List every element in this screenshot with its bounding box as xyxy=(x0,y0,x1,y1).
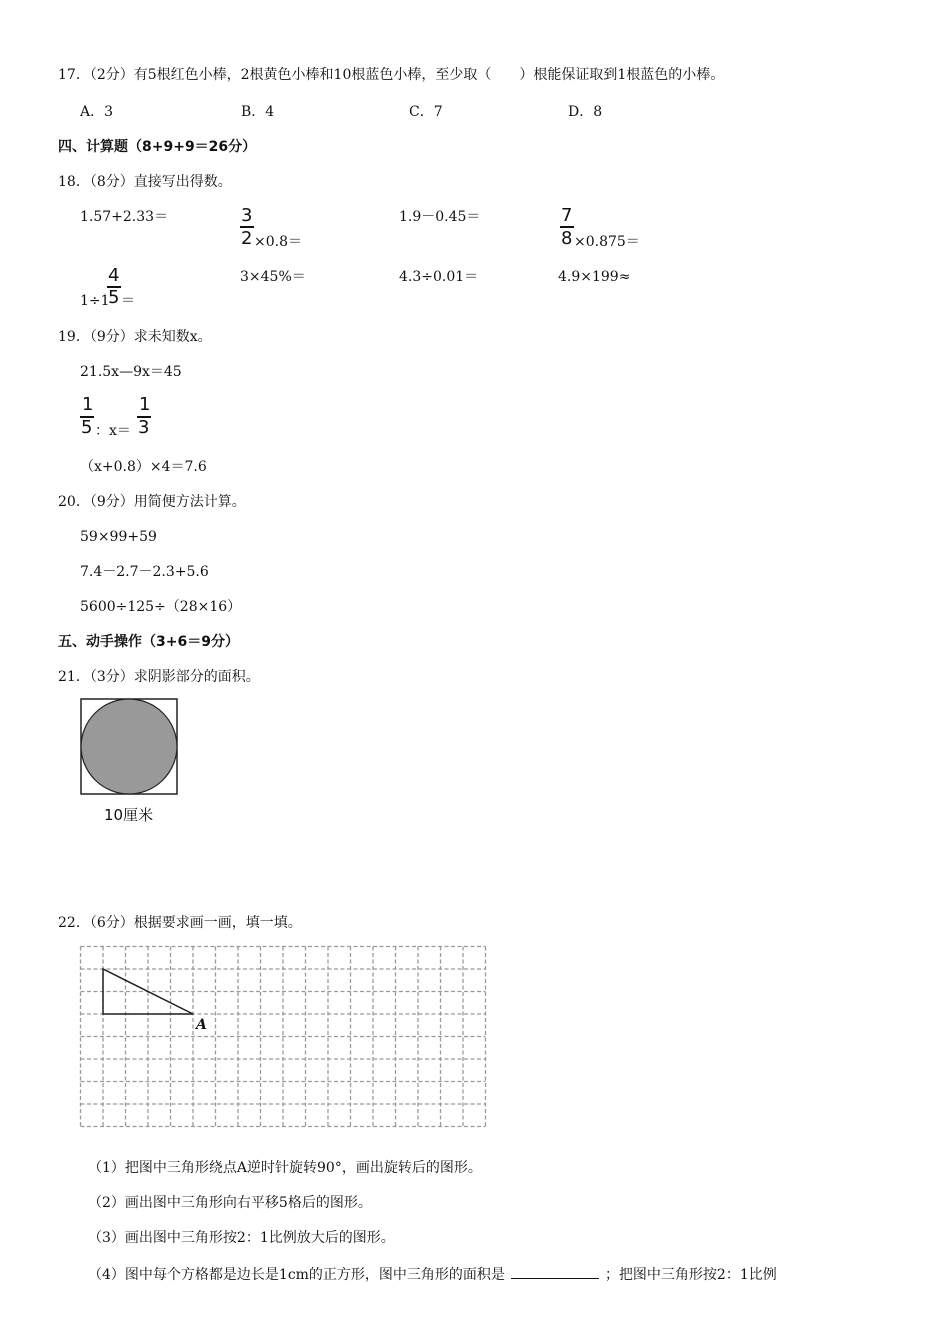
section4-title: 四、计算题（8+9+9＝26分） xyxy=(58,139,257,155)
q17-option-c[interactable]: C．7 xyxy=(409,104,443,120)
q18-frac3-den: 5 xyxy=(108,287,120,308)
q20-item-1: 59×99+59 xyxy=(80,529,157,545)
q19-frac2-num: 1 xyxy=(139,394,151,415)
q21-figure-label: 10厘米 xyxy=(104,806,154,824)
q18-item-6: 3×45%＝ xyxy=(240,269,306,285)
q18-item-8: 4.9×199≈ xyxy=(558,269,631,285)
q21-shaded-figure xyxy=(80,698,178,795)
q18-frac1-num: 3 xyxy=(241,205,253,226)
q18-item-5: 1÷1 xyxy=(80,293,110,309)
q18-text: 18．（8分）直接写出得数。 xyxy=(58,174,232,190)
q18-frac2-num: 7 xyxy=(561,205,573,226)
q22-sub1: （1）把图中三角形绕点A逆时针旋转90°，画出旋转后的图形。 xyxy=(88,1160,482,1176)
q19-text: 19．（9分）求未知数x。 xyxy=(58,329,212,345)
q22-sub2: （2）画出图中三角形向右平移5格后的图形。 xyxy=(88,1195,372,1211)
q18-frac2-den: 8 xyxy=(561,228,573,249)
q17-text: 17．（2分）有5根红色小棒，2根黄色小棒和10根蓝色小棒，至少取（ ）根能保证取到1根蓝色的小棒。 xyxy=(58,67,725,83)
q18-item-3: 1.9－0.45＝ xyxy=(399,209,481,225)
q18-item-1: 1.57+2.33＝ xyxy=(80,209,169,225)
q21-text: 21．（3分）求阴影部分的面积。 xyxy=(58,669,260,685)
q19-eq2-mid: ：x＝ xyxy=(95,423,131,439)
q22-sub4-part1: （4）图中每个方格都是边长是1cm的正方形，图中三角形的面积是 xyxy=(88,1267,505,1283)
q22-text: 22．（6分）根据要求画一画，填一填。 xyxy=(58,915,302,931)
q17-option-b[interactable]: B．4 xyxy=(241,104,275,120)
q19-frac1-num: 1 xyxy=(82,394,94,415)
q18-frac1-den: 2 xyxy=(241,228,253,249)
q22-answer-blank[interactable] xyxy=(511,1264,599,1279)
q18-item-5b: ＝ xyxy=(121,293,135,309)
q21-shaded-region xyxy=(81,699,177,794)
q19-frac2-den: 3 xyxy=(138,417,150,438)
q22-sub4-part2: ；把图中三角形按2：1比例 xyxy=(604,1267,777,1283)
q22-sub3: （3）画出图中三角形按2：1比例放大后的图形。 xyxy=(88,1230,395,1246)
q19-eq1: 21.5x—9x＝45 xyxy=(80,364,182,380)
q22-point-label: A xyxy=(196,1017,207,1033)
section5-title: 五、动手操作（3+6＝9分） xyxy=(58,634,239,650)
q20-item-2: 7.4－2.7－2.3+5.6 xyxy=(80,564,209,580)
q22-sub4 xyxy=(88,1264,777,1284)
q20-text: 20．（9分）用简便方法计算。 xyxy=(58,494,246,510)
q18-item-7: 4.3÷0.01＝ xyxy=(399,269,479,285)
q18-item-4: ×0.875＝ xyxy=(574,234,640,250)
q18-frac3-num: 4 xyxy=(108,265,120,286)
q17-option-a[interactable]: A．3 xyxy=(80,104,114,120)
q22-grid xyxy=(80,946,486,1127)
q17-option-d[interactable]: D．8 xyxy=(568,104,603,120)
q18-item-2: ×0.8＝ xyxy=(254,234,302,250)
q19-frac1-den: 5 xyxy=(81,417,93,438)
q19-eq3: （x+0.8）×4＝7.6 xyxy=(80,459,207,475)
q20-item-3: 5600÷125÷（28×16） xyxy=(80,599,242,615)
